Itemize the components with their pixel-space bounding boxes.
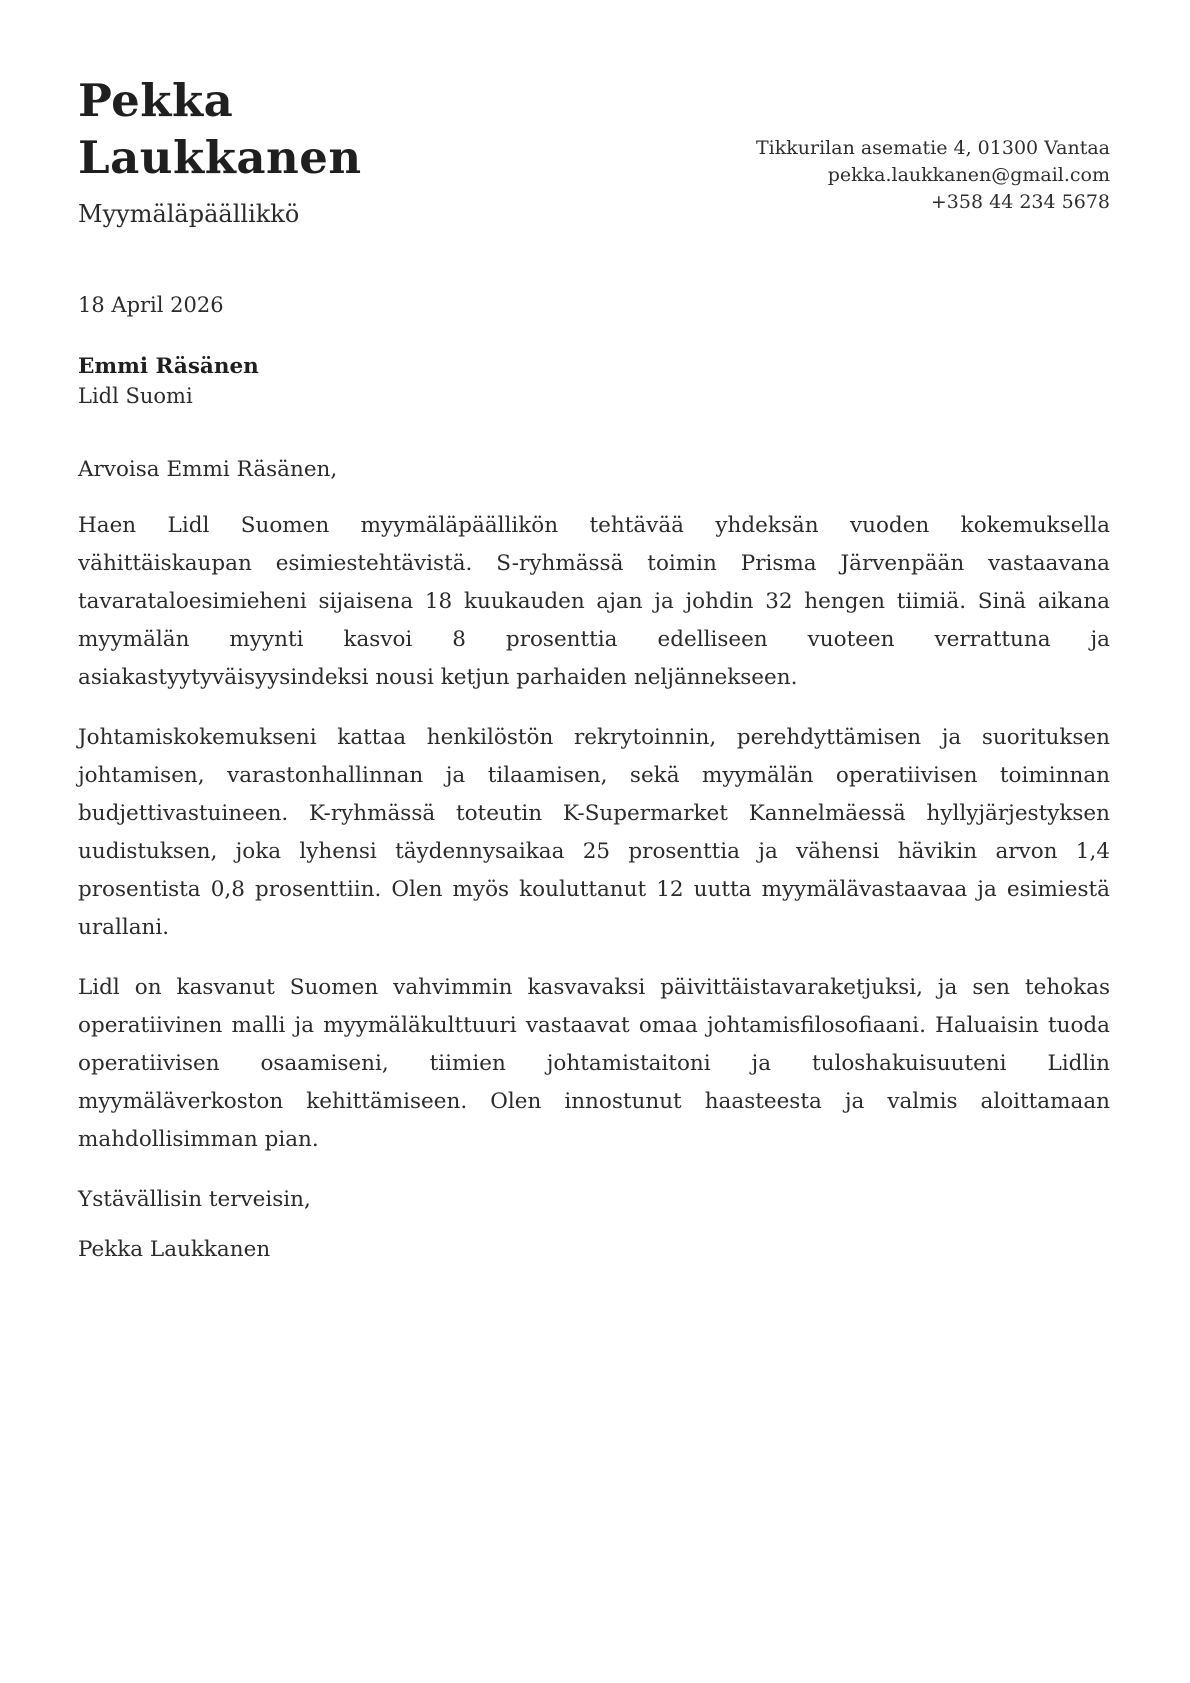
letter-body — [78, 290, 1110, 1265]
sender-name — [78, 72, 362, 186]
paragraph-3: Lidl on kasvanut Suomen vahvimmin kasvavaksi päivittäistavaraketjuksi, ja sen tehokas operatiivinen malli ja myymäläkulttuuri vastaavat omaa johtamisfilosofiaani. Haluaisin tuoda operatiivisen osaamiseni, tiimien johtamistaitoni ja tuloshakuisuuteni Lidlin myymäläverkoston kehittämiseen. Olen innostunut haasteesta ja valmis aloittamaan mahdollisimman pian. — [78, 975, 1110, 1152]
salutation: Arvoisa Emmi Räsänen, — [78, 457, 338, 482]
letter-date: 18 April 2026 — [78, 293, 224, 317]
paragraph-1: Haen Lidl Suomen myymäläpäällikön tehtävää yhdeksän vuoden kokemuksella vähittäiskaupan esimiestehtävistä. S-ryhmässä toimin Prisma Järvenpään vastaavana tavarataloesimieheni sijaisena 18 kuukauden ajan ja johdin 32 hengen tiimiä. Sinä aikana myymälän myynti kasvoi 8 prosenttia edelliseen vuoteen verrattuna ja asiakastyytyväisyysindeksi nousi ketjun parhaiden neljännekseen. — [78, 513, 1110, 690]
closing-phrase: Ystävällisin terveisin, — [78, 1187, 311, 1212]
contact-address: Tikkurilan asematie 4, 01300 Vantaa — [756, 137, 1110, 159]
letter-header — [78, 72, 1110, 228]
sender-name-line2: Laukkanen — [78, 131, 362, 184]
recipient-name: Emmi Räsänen — [78, 354, 259, 379]
sender-name-line1: Pekka — [78, 74, 234, 127]
paragraph-2: Johtamiskokemukseni kattaa henkilöstön rekrytoinnin, perehdyttämisen ja suorituksen johtamisen, varastonhallinnan ja tilaamisen, sekä myymälän operatiivisen toiminnan budjettivastuineen. K-ryhmässä toteutin K-Supermarket Kannelmäessä hyllyjärjestyksen uudistuksen, joka lyhensi täydennysaikaa 25 prosenttia ja vähensi hävikin arvon 1,4 prosentista 0,8 prosenttiin. Olen myös kouluttanut 12 uutta myymälävastaavaa ja esimiestä urallani. — [78, 725, 1110, 940]
contact-email: pekka.laukkanen@gmail.com — [827, 164, 1110, 186]
recipient-company: Lidl Suomi — [78, 384, 193, 408]
signature-name: Pekka Laukkanen — [78, 1237, 271, 1262]
contact-phone: +358 44 234 5678 — [930, 191, 1110, 213]
sender-identity — [78, 72, 362, 228]
sender-job-title: Myymäläpäällikkö — [78, 200, 300, 228]
recipient-block — [78, 352, 1110, 411]
contact-block — [756, 135, 1110, 228]
